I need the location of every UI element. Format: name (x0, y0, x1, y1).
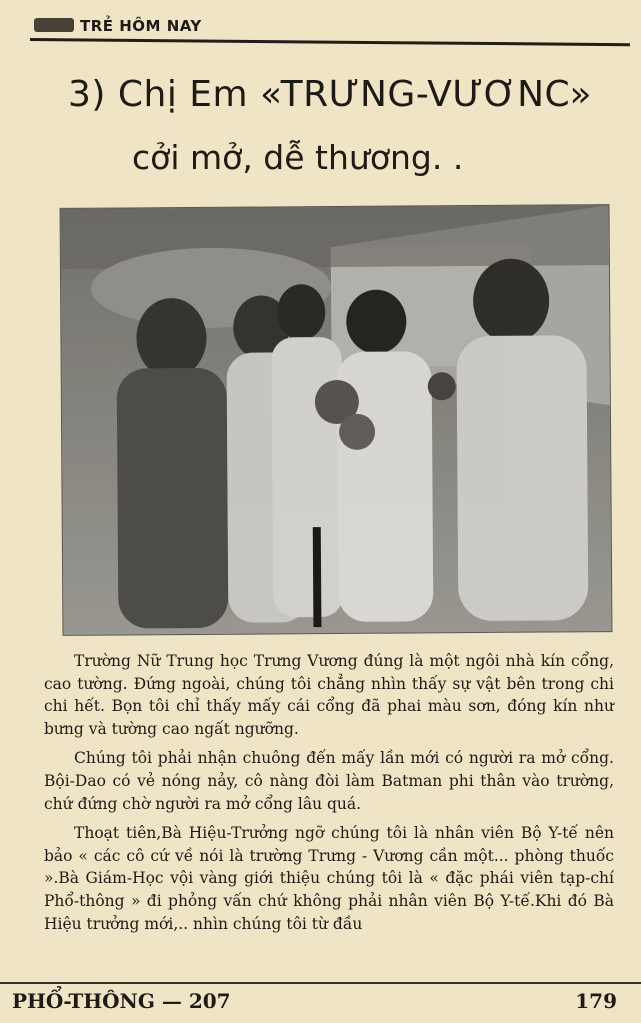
header-ink-mark (34, 18, 74, 32)
page-number: 179 (575, 989, 617, 1013)
footer-rule (0, 982, 641, 984)
paragraph: Trường Nữ Trung học Trưng Vương đúng là một ngôi nhà kín cổng, cao tường. Đứng ngoài, chúng tôi chẳng nhìn thấy sự vật bên trong chi chi hết. Bọn tôi chỉ thấy mấy cái cổng đã phai màu sơn, đóng kín như bưng và tường cao ngất ngưỡng. (44, 652, 614, 738)
magazine-issue: PHỔ-THÔNG — 207 (12, 989, 231, 1013)
running-header (30, 8, 630, 46)
paragraph: Chúng tôi phải nhận chuông đến mấy lần mới có người ra mở cổng. Bội-Dao có vẻ nóng nảy, cô nàng đòi làm Batman phi thân vào trường, chứ đứng chờ người ra mở cổng lâu quá. (44, 749, 614, 813)
article-photo (61, 205, 612, 635)
article-subtitle: cởi mở, dễ thương. . (132, 138, 464, 177)
header-rule (30, 38, 630, 46)
article-body (44, 650, 614, 942)
section-name: TRẺ HÔM NAY (80, 17, 202, 35)
paragraph: Thoạt tiên,Bà Hiệu-Trưởng ngỡ chúng tôi là nhân viên Bộ Y-tế nên bảo « các cô cứ về nói là trường Trưng - Vương cần một... phòng thuốc ».Bà Giám-Học vội vàng giới thiệu chúng tôi là « đặc phái viên tạp-chí Phổ-thông » đi phỏng vấn chứ không phải nhân viên Bộ Y-tế.Khi đó Bà Hiệu trưởng mới,.. nhìn chúng tôi từ đầu (44, 824, 614, 933)
photo-illustration (61, 205, 612, 635)
article-title: 3) Chị Em «TRƯNG-VƯƠNC» (68, 74, 593, 115)
